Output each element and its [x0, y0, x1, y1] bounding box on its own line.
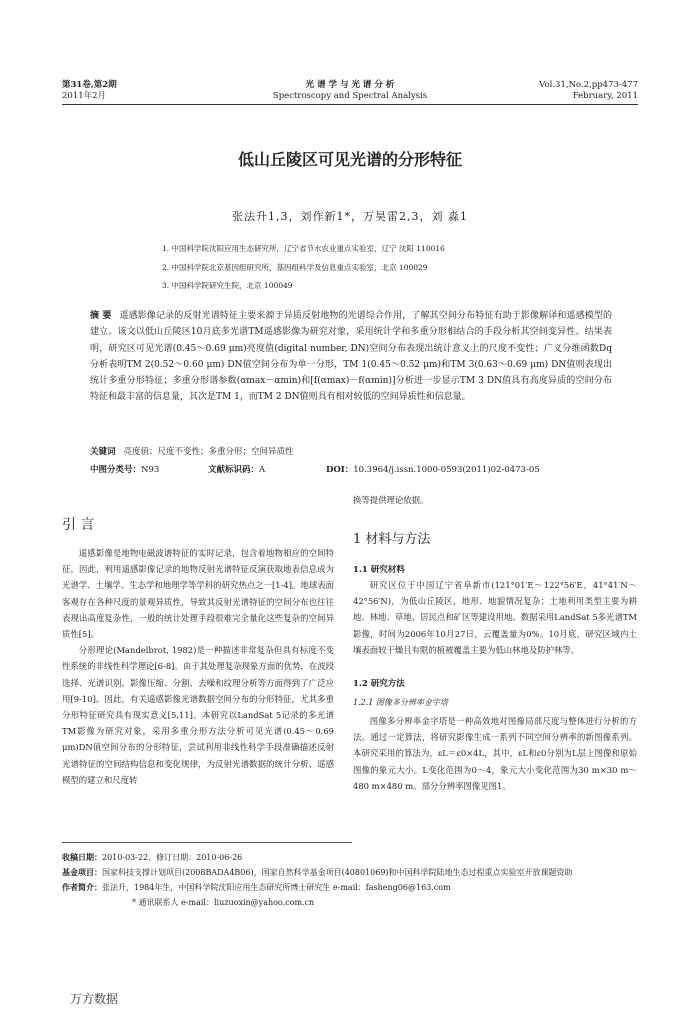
journal-name-en: Spectroscopy and Spectral Analysis — [272, 91, 428, 101]
volume-issue: 第31卷,第2期 — [62, 80, 117, 90]
intro-heading: 引 言 — [62, 517, 95, 533]
abstract-text: 遥感影像记录的反射光谱特征主要来源于异质反射地物的光谱综合作用，了解其空间分布特征有助于影像解译和遥感模型的建立。该文以低山丘陵区10月底多光谱TM遥感影像为研究对象，采用统计学和多重分形相结合的手段分析其空间变异性。结果表明，研究区可见光谱(0.45～0.69 μm)亮度值(digital number, DN)空间分布表现出统计意义上的尺度不变性；广义分维函数Dq分析表明TM 2(0.52～0.60 μm) DN值空间分布为单一分形，TM 1(0.45～0.52 μm)和TM 3(0.63～0.69 μm) DN值则表现出统计多重分形特征；多重分形谱参数(αmax－αmin)和[f(αmax)－f(αmin)]分析进一步显示TM 3 DN值具有高度异质的空间分布特征和最丰富的信息量，其次是TM 1，而TM 2 DN值则具有相对较低的空间异质性和信息量。 — [90, 311, 612, 403]
abstract — [90, 308, 612, 406]
paper-title: 低山丘陵区可见光谱的分形特征 — [237, 150, 462, 169]
journal-issue-right — [539, 80, 638, 102]
abstract-label: 摘 要 — [90, 311, 112, 321]
corr-text: * 通讯联系人 e-mail：liuzuoxin@yahoo.com.cn — [132, 898, 315, 907]
right-column — [353, 492, 637, 508]
intro-continuation: 换等提供理论依据。 — [353, 495, 429, 505]
footnote-funding — [62, 865, 638, 880]
doi-label: DOI： — [326, 465, 354, 475]
issue-date: 2011年2月 — [62, 91, 107, 101]
month-year: February, 2011 — [572, 91, 638, 101]
section-1-heading: 1 材料与方法 — [353, 532, 431, 547]
affiliation-2: 2. 中国科学院北京基因组研究所，基因组科学及信息重点实验室，北京 100029 — [162, 263, 428, 272]
document-code — [208, 463, 265, 475]
doc-code-label: 文献标识码： — [208, 465, 260, 475]
footnote-dates — [62, 850, 638, 865]
affiliation-1: 1. 中国科学院沈阳应用生态研究所，辽宁省节水农业重点实验室，辽宁 沈阳 110016 — [162, 244, 445, 253]
footnote-rule — [62, 842, 352, 843]
doc-code-text: A — [259, 465, 266, 475]
footnote-correspondence — [62, 895, 638, 910]
keywords-label: 关键词 — [90, 447, 116, 457]
bio-text: 张法升，1984年生，中国科学院沈阳应用生态研究所博士研究生 e-mail：fasheng06@163.com — [102, 883, 451, 892]
volume-pages: Vol.31,No.2,pp473-477 — [539, 80, 638, 90]
pyramid-text: 图像多分辨率金字塔是一种高效地对图像局部尺度与整体进行分析的方法。通过一定算法，将研究影像生成一系列不同空间分辨率的新图像系列。本研究采用的算法为，εL＝ε0×4L，其中，εL和ε0分别为L层上图像和原始图像的象元大小。L变化范围为0～4，象元大小变化范围为30 m×30 m～480 m×480 m。部分分辨率图像见图1。 — [353, 716, 637, 791]
header-rule — [62, 104, 638, 105]
fund-label: 基金项目： — [62, 867, 102, 877]
subsection-1-1: 1.1 研究材料 — [353, 565, 405, 575]
keywords-text: 亮度值；尺度不变性；多重分形；空间异质性 — [123, 447, 294, 457]
doi — [326, 463, 540, 475]
keywords — [90, 445, 294, 457]
intro-paragraph-2: 分形理论(Mandelbrot, 1982)是一种描述非常复杂但具有标度不变性系统的非线性科学理论[6-8]。由于其处理复杂现象方面的优势，在波段选择、光谱识别、影像压缩、分割、去噪和纹理分析等方面得到了广泛应用[9-10]。因此，有关遥感影像光谱数据空间分布的分形特征，尤其多重分形特征研究具有现实意义[5,11]。本研究以LandSat 5记录的多光谱TM影像为研究对象，采用多重分形方法分析可见光谱(0.45～0.69 μm)DN值空间分布的分形特征，尝试利用非线性科学手段准确描述反射光谱特征的空间结构信息和变化规律，为反射光谱数据的统计分析、遥感模型的建立和尺度转 — [62, 645, 334, 785]
dates-text: 2010-03-22，修订日期：2010-06-26 — [102, 853, 243, 862]
study-area-text: 研究区位于中国辽宁省阜新市(121°01′E～122°56′E，41°41′N～42°56′N)，为低山丘陵区，地形、地貌情况复杂；土地利用类型主要为耕地、林地、草地、居民点和矿区等建设用地。数据采用LandSat 5多光谱TM影像，时间为2006年10月27日，云覆盖量为0%。10月底，研究区域内土壤表面较干燥且有限的植被覆盖主要为低山林地及防护林等。 — [353, 580, 637, 655]
intro-body — [62, 545, 334, 788]
footnote-author-bio — [62, 880, 638, 895]
affiliation-3: 3. 中国科学院研究生院，北京 100049 — [162, 281, 293, 290]
clc-number — [90, 463, 159, 475]
clc-label: 中图分类号： — [90, 465, 142, 475]
dates-label: 收稿日期： — [62, 852, 102, 862]
doi-text: 10.3964/j.issn.1000-0593(2011)02-0473-05 — [353, 465, 540, 475]
subsection-1-1-body — [353, 577, 637, 658]
clc-text: N93 — [141, 465, 160, 475]
journal-name-cn: 光 谱 学 与 光 谱 分 析 — [305, 80, 395, 90]
fund-text: 国家科技支撑计划项目(2008BADA4B06)，国家自然科学基金项目(40801069)和中国科学院陆地生态过程重点实验室开放课题资助 — [102, 868, 573, 877]
footnotes — [62, 850, 638, 910]
subsection-1-2-1-body — [353, 713, 637, 794]
intro-paragraph-1: 遥感影像是地物电磁波谱特征的实时记录，包含着地物相应的空间特征，因此，利用遥感影像记录的地物反射光谱特征反演获取地表信息成为光谱学、土壤学、生态学和地理学等学科的研究热点之一[1-4]。地球表面客观存在各种尺度的景观异质性，导致其反射光谱特征的空间分布也往往表现出高度复杂性，一般的统计处理手段很难完全量化这些复杂的空间异质性[5]。 — [62, 548, 334, 640]
subsection-1-2: 1.2 研究方法 — [353, 679, 405, 689]
watermark-wanfang: 万方数据 — [70, 992, 119, 1006]
subsection-1-2-1: 1.2.1 图像多分辨率金字塔 — [353, 698, 448, 707]
author-list: 张法升1,3，刘作新1*，万昊雷2,3，刘 淼1 — [232, 210, 468, 223]
bio-label: 作者简介： — [62, 882, 102, 892]
